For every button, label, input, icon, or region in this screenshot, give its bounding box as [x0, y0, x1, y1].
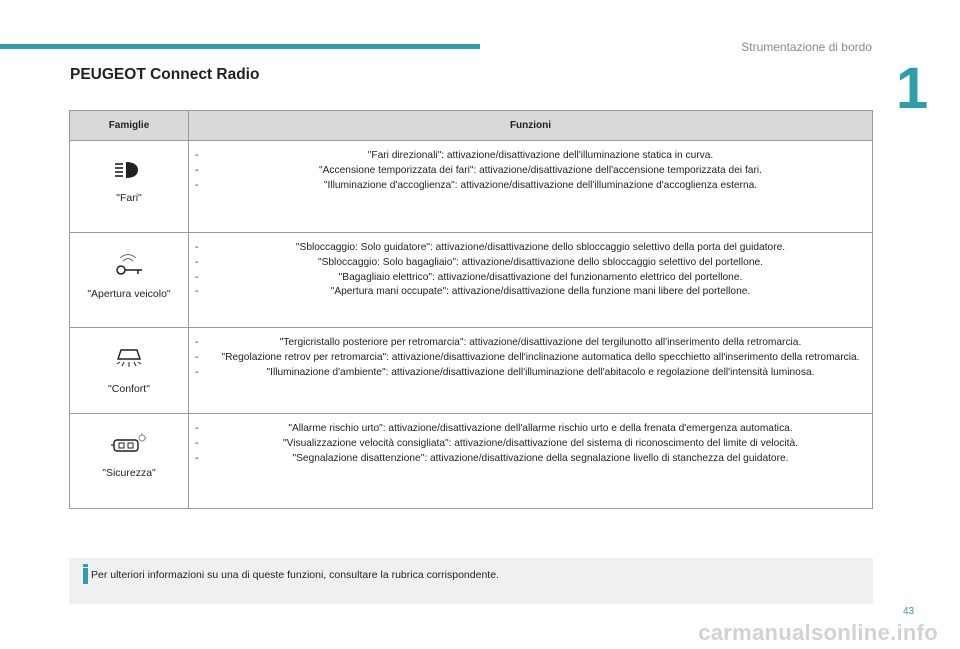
table-row — [70, 414, 873, 509]
family-cell — [70, 141, 189, 233]
family-cell — [70, 233, 189, 328]
list-item: - "Tergicristallo posteriore per retromarcia": attivazione/disattivazione del tergilunotto all'inserimento della retromarcia. — [195, 337, 802, 348]
info-icon-bar — [83, 568, 88, 584]
list-item: - "Illuminazione d'accoglienza": attivazione/disattivazione dell'illuminazione d'accoglienza esterna. — [195, 179, 758, 191]
list-item: - "Illuminazione d'ambiente": attivazione/disattivazione dell'illuminazione dell'abitacolo e regolazione dell'intensità luminosa. — [195, 366, 815, 378]
comfort-light-icon — [112, 346, 146, 372]
family-label: "Fari" — [116, 192, 142, 204]
chapter-number: 1 — [896, 56, 929, 121]
info-note-text: Per ulteriori informazioni su una di queste funzioni, consultare la rubrica corrispondente. — [91, 569, 499, 581]
list-item: - "Accensione temporizzata dei fari": attivazione/disattivazione dell'accensione temporizzata dei fari. — [195, 164, 762, 176]
headlight-icon — [112, 159, 146, 181]
list-item: - "Segnalazione disattenzione": attivazione/disattivazione della segnalazione livello di stanchezza del guidatore. — [195, 452, 789, 464]
info-icon — [83, 564, 88, 567]
safety-car-icon — [109, 432, 149, 456]
list-item: - "Sbloccaggio: Solo bagagliaio": attivazione/disattivazione dello sbloccaggio selettivo del portellone. — [195, 256, 763, 268]
table-row — [70, 233, 873, 328]
table-row — [70, 141, 873, 233]
list-item: - "Sbloccaggio: Solo guidatore": attivazione/disattivazione dello sbloccaggio selettivo della porta del guidatore. — [195, 242, 786, 253]
wireless-key-icon — [112, 251, 146, 277]
watermark: carmanualsonline.info — [698, 620, 938, 645]
list-item: - "Allarme rischio urto": attivazione/disattivazione dell'allarme rischio urto e della frenata d'emergenza automatica. — [195, 423, 793, 434]
family-label: "Sicurezza" — [102, 467, 156, 479]
functions-cell — [189, 414, 873, 509]
list-item: - "Regolazione retrov per retromarcia": attivazione/disattivazione dell'inclinazione automatica dello specchietto all'inserimento della retromarcia. — [195, 351, 860, 363]
functions-cell — [189, 328, 873, 414]
family-cell — [70, 414, 189, 509]
page-number: 43 — [903, 606, 915, 617]
list-item: - "Visualizzazione velocità consigliata": attivazione/disattivazione del sistema di riconoscimento del limite di velocità. — [195, 437, 798, 449]
functions-cell — [189, 141, 873, 233]
section-title: PEUGEOT Connect Radio — [70, 66, 260, 83]
header-functions: Funzioni — [189, 111, 873, 141]
functions-cell — [189, 233, 873, 328]
info-note — [69, 558, 873, 604]
list-item: - "Apertura mani occupate": attivazione/disattivazione della funzione mani libere del portellone. — [195, 286, 751, 298]
chapter-title: Strumentazione di bordo — [741, 40, 872, 54]
list-item: - "Fari direzionali": attivazione/disattivazione dell'illuminazione statica in curva. — [195, 150, 714, 161]
list-item: - "Bagagliaio elettrico": attivazione/disattivazione del funzionamento elettrico del portellone. — [195, 271, 743, 283]
table-header-row — [70, 111, 873, 141]
header-family: Famiglie — [70, 111, 189, 141]
table-row — [70, 328, 873, 414]
family-label: "Confort" — [108, 383, 150, 395]
top-accent-bar — [0, 44, 480, 49]
family-cell — [70, 328, 189, 414]
features-table — [69, 110, 873, 509]
family-label: "Apertura veicolo" — [87, 288, 171, 300]
